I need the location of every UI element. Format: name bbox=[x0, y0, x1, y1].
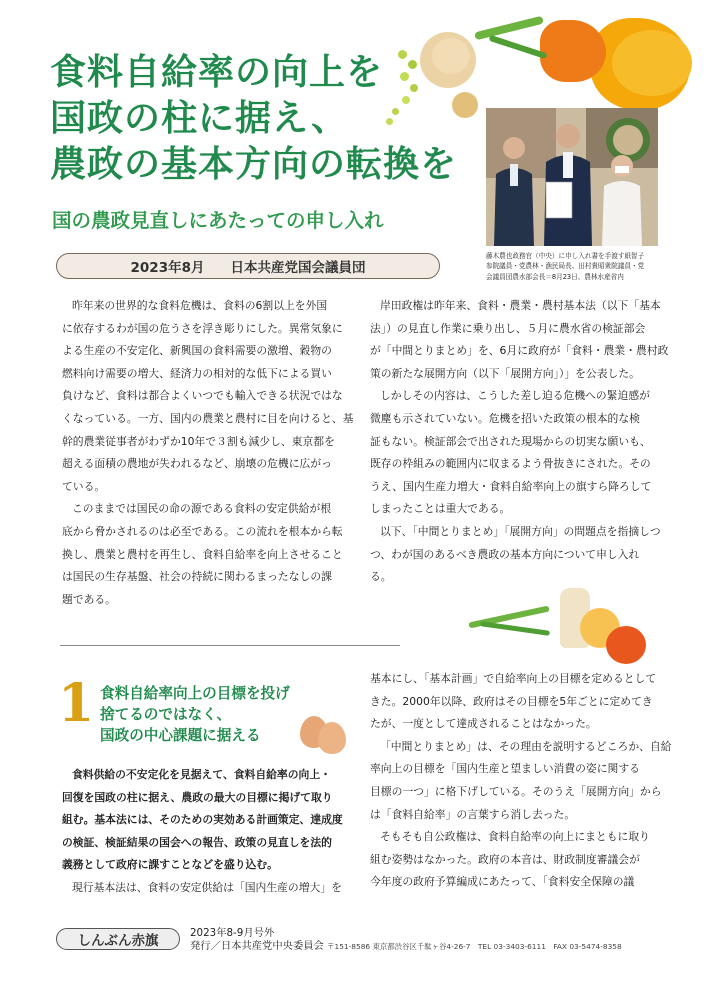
banner-organization: 日本共産党国会議員団 bbox=[230, 260, 366, 276]
banner-date: 2023年8月 bbox=[130, 260, 205, 276]
paragraph-line: 組む姿勢はなかった。政府の本音は、財政制度審議会が bbox=[370, 852, 640, 866]
section-title-line: 国政の中心課題に据える bbox=[100, 727, 261, 744]
paragraph-line: 今年度の政府予算編成にあたって、「食料安全保障の議 bbox=[370, 875, 635, 889]
paragraph-line: 超える面積の農地が失われるなど、崩壊の危機に広がっ bbox=[62, 457, 332, 471]
section1-left-column bbox=[62, 764, 343, 900]
intro-right-column bbox=[370, 295, 668, 589]
paragraph-line: 組む。基本法には、そのための実効ある計画策定、達成度 bbox=[62, 813, 343, 827]
caption-line: 会議員団農水部会長＝8月23日、農林水産省内 bbox=[486, 272, 624, 281]
paragraph-line: そもそも自公政権は、食料自給率の向上にまともに取り bbox=[380, 830, 650, 844]
paragraph-line: しまったことは重大である。 bbox=[370, 502, 511, 516]
paragraph-line: の検証、検証結果の国会への報告、政策の見直しを法的 bbox=[62, 835, 332, 849]
paragraph-line: 幹的農業従事者がわずか10年で３割も減少し、東京都を bbox=[62, 434, 335, 448]
paragraph-line: 既存の枠組みの範囲内に収まるよう骨抜きにされた。その bbox=[370, 457, 651, 471]
paragraph-line: 微塵も示されていない。危機を招いた政策の根本的な検 bbox=[370, 411, 640, 425]
paragraph-line: 策の新たな展開方向（以下「展開方向」）」を公表した。 bbox=[370, 366, 640, 380]
paragraph-line: 食料供給の不安定化を見据えて、食料自給率の向上・ bbox=[72, 768, 331, 781]
paragraph-line: は国民の生存基盤、社会の持続に関わるまったなしの課 bbox=[62, 570, 332, 584]
title-line: 農政の基本方向の転換を bbox=[50, 144, 458, 185]
paragraph-line: 以下、「中間とりまとめ」「展開方向」の問題点を指摘しつ bbox=[380, 524, 661, 538]
paragraph-line: が「中間とりまとめ」を、6月に政府が「食料・農業・農村政 bbox=[370, 344, 669, 358]
meeting-photo bbox=[486, 108, 658, 246]
paragraph-line: 現行基本法は、食料の安定供給は「国内生産の増大」を bbox=[72, 880, 342, 894]
publisher-label: 発行／日本共産党中央委員会 bbox=[190, 939, 324, 952]
intro-left-column bbox=[62, 295, 354, 611]
paragraph-line: 題である。 bbox=[62, 592, 116, 606]
paragraph-line: きた。2000年以降、政府はその目標を5年ごとに定めてき bbox=[370, 694, 653, 708]
paragraph-line: 負けなど、食料は都合よくいつでも輸入できる状況ではな bbox=[62, 389, 343, 403]
publisher-address: 〒151-8586 東京都渋谷区千駄ヶ谷4-26-7 TEL 03-3403-6111 FAX 03-5474-8358 bbox=[327, 941, 622, 951]
photo-caption bbox=[486, 251, 662, 282]
paragraph-line: よる生産の不安定化、新興国の食料需要の激増、穀物の bbox=[62, 344, 332, 358]
paragraph-line: 昨年来の世界的な食料危機は、食料の6割以上を外国 bbox=[72, 299, 328, 312]
issue-label: 2023年8-9月号外 bbox=[190, 927, 275, 939]
title-line: 国政の柱に据え、 bbox=[50, 98, 349, 139]
section-title-line: 捨てるのではなく、 bbox=[100, 706, 232, 723]
paragraph-line: 率向上の目標を「国内生産と望ましい消費の姿に関する bbox=[370, 762, 640, 776]
page-subtitle: 国の農政見直しにあたっての申し入れ bbox=[52, 209, 384, 232]
paragraph-line: たが、一度として達成されることはなかった。 bbox=[370, 717, 597, 731]
paragraph-line: しかしその内容は、こうした差し迫る危機への緊迫感が bbox=[380, 389, 650, 403]
paragraph-line: 証もない。検証部会で出された現場からの切実な願いも、 bbox=[370, 434, 651, 448]
section-number: 1 bbox=[58, 673, 95, 734]
paragraph-line: 義務として政府に課すことなどを盛り込む。 bbox=[62, 858, 278, 872]
page-title bbox=[50, 50, 490, 188]
paragraph-line: る。 bbox=[370, 570, 392, 584]
paragraph-line: ている。 bbox=[62, 479, 106, 493]
footer-info bbox=[190, 927, 622, 953]
paragraph-line: は「食料自給率」の言葉すら消し去った。 bbox=[370, 807, 576, 821]
newspaper-badge: しんぶん赤旗 bbox=[56, 928, 180, 950]
paragraph-line: 基本にし、「基本計画」で自給率向上の目標を定めるとして bbox=[370, 672, 657, 685]
paragraph-line: に依存するわが国の危うさを浮き彫りにした。異常気象に bbox=[62, 321, 343, 335]
title-line: 食料自給率の向上を bbox=[50, 52, 384, 93]
section-divider bbox=[60, 645, 400, 646]
section1-right-column bbox=[370, 668, 672, 894]
paragraph-line: 法」）の見直し作業に乗り出し、５月に農水省の検証部会 bbox=[370, 321, 646, 335]
paragraph-line: このままでは国民の命の源である食料の安定供給が根 bbox=[72, 502, 332, 516]
section-title bbox=[100, 683, 290, 746]
paragraph-line: 目標の一つ」に格下げしている。そのうえ「展開方向」から bbox=[370, 784, 662, 798]
paragraph-line: うえ、国内生産力増大・食料自給率向上の旗すら降ろして bbox=[370, 479, 652, 493]
section-title-line: 食料自給率向上の目標を投げ bbox=[100, 685, 290, 702]
paragraph-line: 燃料向け需要の増大、経済力の相対的な低下による買い bbox=[62, 366, 332, 380]
paragraph-line: 岸田政権は昨年来、食料・農業・農村基本法（以下「基本 bbox=[380, 299, 661, 312]
paragraph-line: 回復を国政の柱に据え、農政の最大の目標に掲げて取り bbox=[62, 790, 333, 804]
date-organization-banner bbox=[56, 253, 440, 279]
caption-line: 参院議員・党農林・漁民局長、田村貴昭衆院議員・党 bbox=[486, 262, 645, 271]
caption-line: 藤木農也政務官（中央）に申し入れ書を手渡す紙智子 bbox=[486, 252, 645, 260]
paragraph-line: 換し、農業と農村を再生し、食料自給率を向上させること bbox=[62, 547, 343, 561]
paragraph-line: つ、わが国のあるべき農政の基本方向について申し入れ bbox=[370, 547, 640, 561]
paragraph-line: 底から脅かされるのは必至である。この流れを根本から転 bbox=[62, 524, 343, 538]
paragraph-line: 「中間とりまとめ」は、その理由を説明するどころか、自給 bbox=[380, 739, 672, 753]
paragraph-line: くなっている。一方、国内の農業と農村に目を向けると、基 bbox=[62, 411, 354, 425]
